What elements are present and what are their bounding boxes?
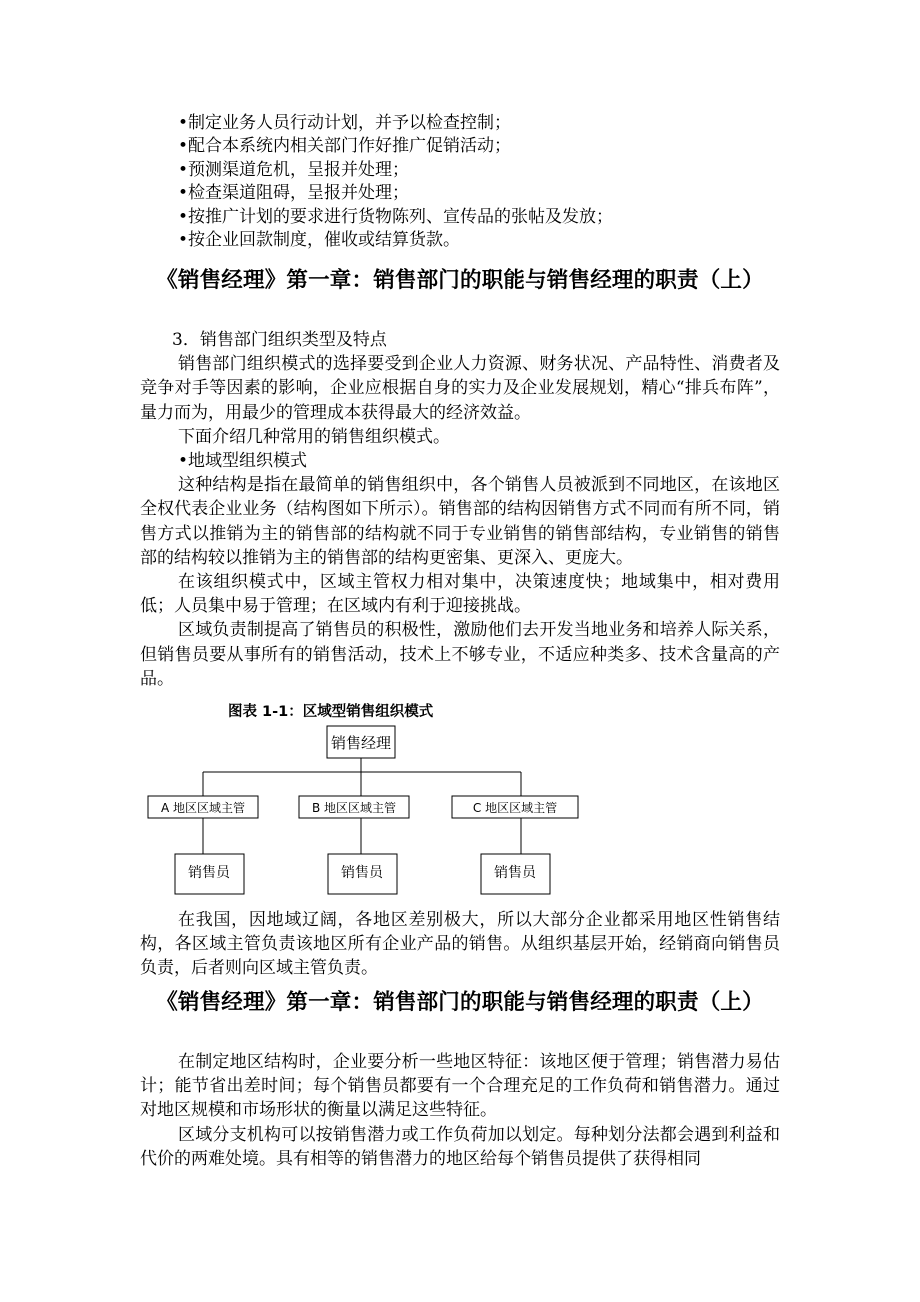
bullet-item: •检查渠道阻碍，呈报并处理； (178, 183, 410, 204)
staff-label: 销售员 (341, 865, 383, 881)
section-block (140, 328, 780, 691)
paragraph-block-bottom (140, 1050, 780, 1171)
bullet-item: •预测渠道危机，呈报并处理； (178, 159, 410, 180)
paragraph: 区域分支机构可以按销售潜力或工作负荷加以划定。每种划分法都会遇到利益和代价的两难处境。具有相等的销售潜力的地区给每个销售员提供了获得相同 (140, 1124, 780, 1169)
manager-label: B 地区区域主管 (311, 801, 397, 815)
bullet-item: •按企业回款制度，催收或结算货款。 (178, 230, 461, 251)
section-title: 3．销售部门组织类型及特点 (172, 330, 387, 350)
paragraph: 销售部门组织模式的选择要受到企业人力资源、财务状况、产品特性、消费者及竞争对手等因素的影响，企业应根据自身的实力及企业发展规划，精心“排兵布阵”，量力而为，用最少的管理成本获得最大的经济效益。 (140, 354, 780, 423)
org-chart-figure (138, 700, 598, 900)
paragraph: 在该组织模式中，区域主管权力相对集中，决策速度快；地域集中，相对费用低；人员集中易于管理；在区域内有利于迎接挑战。 (140, 572, 780, 617)
chapter-heading: 《销售经理》第一章：销售部门的职能与销售经理的职责（上） (156, 990, 764, 1015)
bullet-item: •配合本系统内相关部门作好推广促销活动； (178, 136, 512, 157)
manager-label: A 地区区域主管 (160, 801, 246, 815)
chapter-heading: 《销售经理》第一章：销售部门的职能与销售经理的职责（上） (156, 268, 764, 293)
staff-label: 销售员 (188, 865, 230, 881)
duty-bullet-list (178, 112, 778, 252)
staff-label: 销售员 (494, 865, 536, 881)
region-bullet: •地域型组织模式 (178, 451, 308, 472)
paragraph: 在制定地区结构时，企业要分析一些地区特征：该地区便于管理；销售潜力易估计；能节省出差时间；每个销售员都要有一个合理充足的工作负荷和销售潜力。通过对地区规模和市场形状的衡量以满足这些特征。 (140, 1052, 780, 1121)
manager-label: C 地区区域主管 (472, 801, 558, 815)
paragraph: 这种结构是指在最简单的销售组织中，各个销售人员被派到不同地区，在该地区全权代表企业业务（结构图如下所示）。销售部的结构因销售方式不同而有所不同，销售方式以推销为主的销售部的结构就不同于专业销售的销售部结构，专业销售的销售部的结构较以推销为主的销售部的结构更密集、更深入、更庞大。 (140, 475, 780, 568)
bullet-item: •按推广计划的要求进行货物陈列、宣传品的张帖及发放； (178, 206, 614, 227)
org-chart (138, 700, 598, 900)
paragraph: 区域负责制提高了销售员的积极性，激励他们去开发当地业务和培养人际关系，但销售员要从事所有的销售活动，技术上不够专业，不适应种类多、技术含量高的产品。 (140, 620, 780, 689)
paragraph-block-after-chart (140, 908, 780, 981)
paragraph: 在我国，因地域辽阔，各地区差别极大，所以大部分企业都采用地区性销售结构，各区域主管负责该地区所有企业产品的销售。从组织基层开始，经销商向销售员负责，后者则向区域主管负责。 (140, 910, 780, 979)
paragraph: 下面介绍几种常用的销售组织模式。 (178, 426, 450, 447)
top-box-label: 销售经理 (330, 734, 392, 752)
bullet-item: •制定业务人员行动计划，并予以检查控制； (178, 113, 512, 133)
figure-title: 图表 1-1：区域型销售组织模式 (228, 704, 434, 720)
